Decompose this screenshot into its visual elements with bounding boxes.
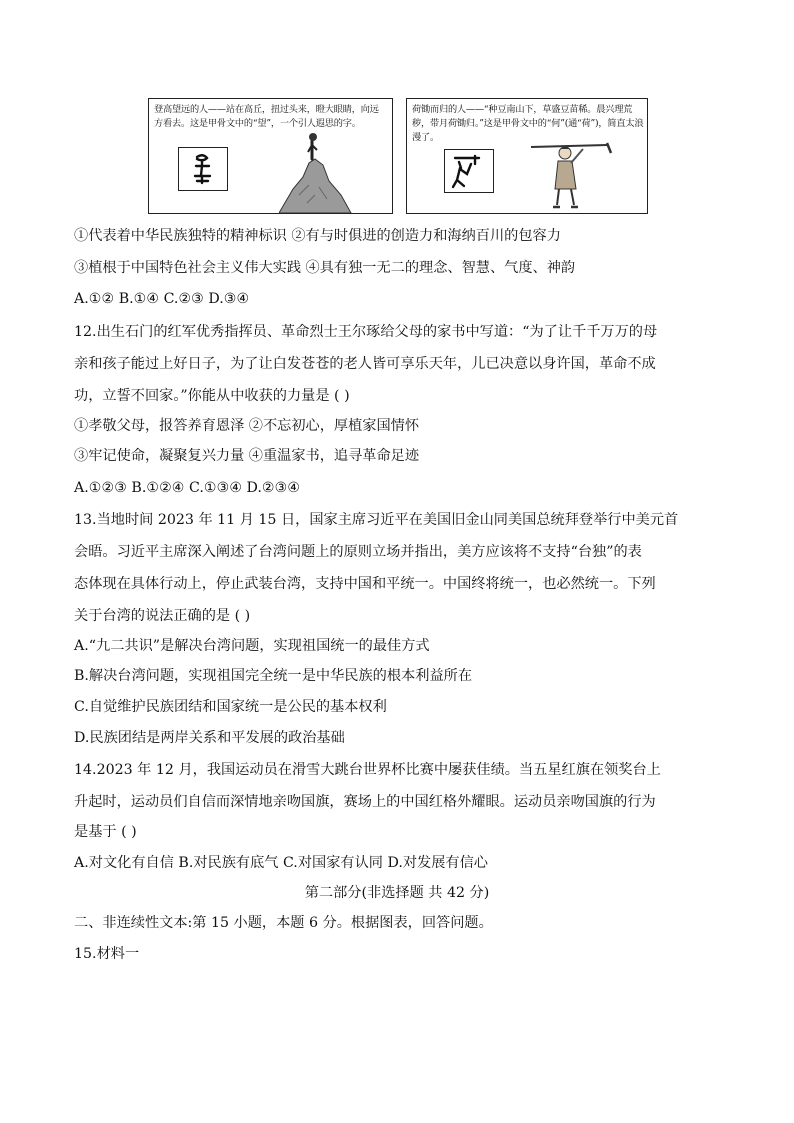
q14-stem-line-2: 升起时，运动员们自信而深情地亲吻国旗，赛场上的中国红格外耀眼。运动员亲吻国旗的行为 [74, 794, 656, 810]
q13-option-b: B.解决台湾问题，实现祖国完全统一是中华民族的根本利益所在 [74, 668, 473, 684]
q13-stem-line-1: 13.当地时间 2023 年 11 月 15 日，国家主席习近平在美国旧金山同美国总统拜登举行中美元首 [74, 512, 679, 528]
oracle-bone-he-glyph-icon [444, 149, 494, 193]
figure-he-caption: 荷锄而归的人——“种豆南山下，草盛豆苗稀。晨兴理荒秽，带月荷锄归。”这是甲骨文中的“何”(通“荷”)，简直太浪漫了。 [412, 104, 644, 143]
q14-stem-line-3: 是基于 ( ) [74, 824, 137, 840]
person-on-hill-icon [279, 125, 369, 213]
q12-option-line-1: ①孝敬父母，报答养育恩泽 ②不忘初心，厚植家国情怀 [74, 418, 420, 434]
q12-choices: A.①②③ B.①②④ C.①③④ D.②③④ [74, 480, 301, 496]
q14-stem-line-1: 14.2023 年 12 月，我国运动员在滑雪大跳台世界杯比赛中屡获佳绩。当五星红旗在领奖台上 [74, 762, 661, 778]
figure-wang-caption: 登高望远的人——站在高丘，扭过头来，瞪大眼睛，向远方看去。这是甲骨文中的“望”，一个引人遐思的字。 [154, 104, 379, 129]
q12-option-line-2: ③牢记使命，凝聚复兴力量 ④重温家书，追寻革命足迹 [74, 448, 420, 464]
q12-stem-line-3: 功，立誓不回家。”你能从中收获的力量是 ( ) [74, 388, 350, 404]
q13-option-a: A.“九二共识”是解决台湾问题，实现祖国统一的最佳方式 [74, 638, 430, 654]
q12-stem-line-1: 12.出生石门的红军优秀指挥员、革命烈士王尔琢给父母的家书中写道：“为了让千千万万的母 [74, 324, 658, 340]
figure-wang [148, 98, 393, 214]
q11-option-line-1: ①代表着中华民族独特的精神标识 ②有与时俱进的创造力和海纳百川的包容力 [74, 228, 561, 244]
q13-stem-line-3: 态体现在具体行动上，停止武装台湾，支持中国和平统一。中国终将统一，也必然统一。下列 [74, 576, 656, 592]
person-carrying-hoe-icon [527, 141, 617, 211]
q13-stem-line-2: 会晤。习近平主席深入阐述了台湾问题上的原则立场并指出，美方应该将不支持“台独”的表 [74, 544, 642, 560]
q12-stem-line-2: 亲和孩子能过上好日子，为了让白发苍苍的老人皆可享乐天年，儿已决意以身许国，革命不成 [74, 356, 656, 372]
q13-option-d: D.民族团结是两岸关系和平发展的政治基础 [74, 730, 345, 746]
q14-choices: A.对文化有自信 B.对民族有底气 C.对国家有认同 D.对发展有信心 [74, 855, 488, 871]
figure-he [406, 98, 648, 214]
part2-title: 第二部分(非选择题 共 42 分) [304, 885, 490, 901]
q13-option-c: C.自觉维护民族团结和国家统一是公民的基本权利 [74, 699, 387, 715]
q13-stem-line-4: 关于台湾的说法正确的是 ( ) [74, 608, 251, 624]
oracle-bone-wang-glyph-icon [178, 147, 228, 191]
q11-option-line-2: ③植根于中国特色社会主义伟大实践 ④具有独一无二的理念、智慧、气度、神韵 [74, 260, 576, 276]
q11-choices: A.①② B.①④ C.②③ D.③④ [74, 291, 250, 307]
illustrations [148, 98, 648, 218]
part2-instruction: 二、非连续性文本:第 15 小题，本题 6 分。根据图表，回答问题。 [74, 915, 493, 931]
q15-material-label: 15.材料一 [74, 946, 140, 962]
